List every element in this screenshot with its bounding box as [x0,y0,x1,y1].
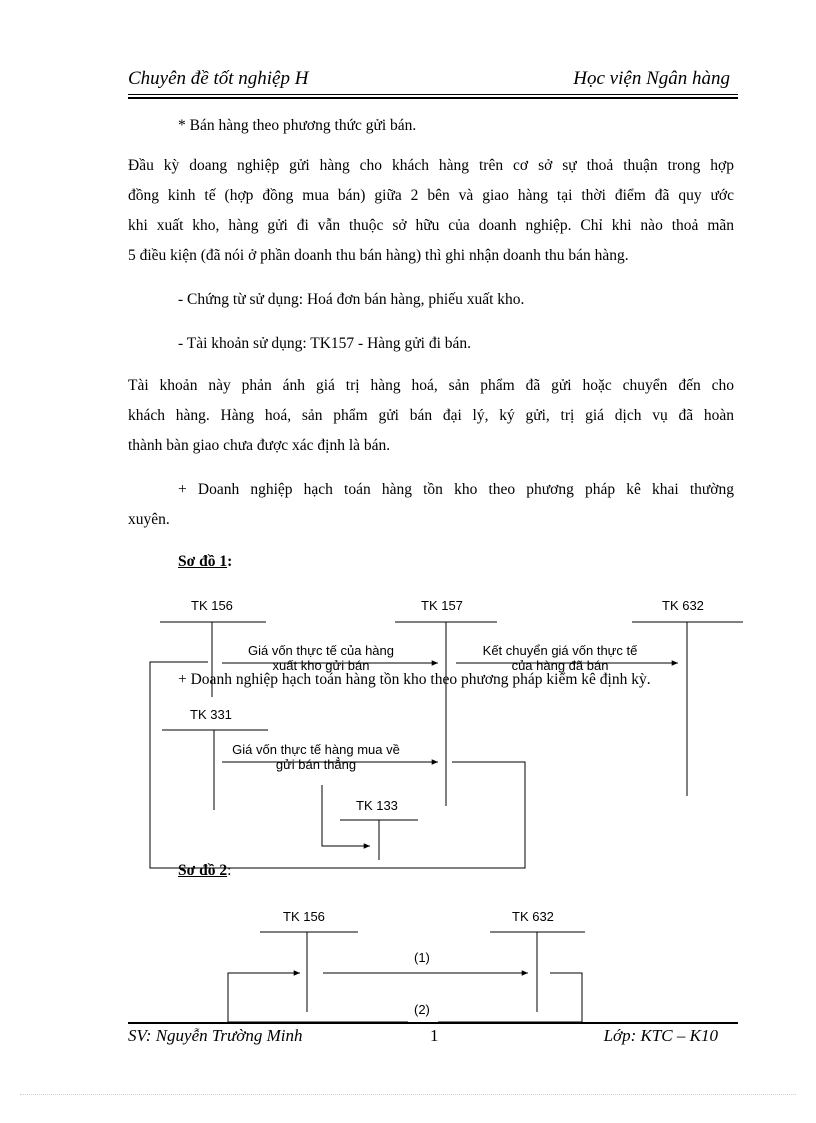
para1-line4: 5 điều kiện (đã nói ở phần doanh thu bán hàng) thì ghi nhận doanh thu bán hàng. [128,247,629,264]
diagram2-title: Sơ đồ 2 [178,862,228,879]
para1-line3: khi xuất kho, hàng gửi đi vẫn thuộc sở hữu của doanh nghiệp. Chỉ khi nào thoả mãn [128,217,734,234]
para2-line2: khách hàng. Hàng hoá, sản phẩm gửi bán đại lý, ký gửi, trị giá dịch vụ đã hoàn [128,407,734,424]
d1-tk632-label: TK 632 [662,598,704,613]
d1-tk331-label: TK 331 [190,707,232,722]
d1-arrow2-line1: Kết chuyển giá vốn thực tế [482,643,638,658]
d2-tk156-label: TK 156 [283,909,325,924]
heading-consignment: * Bán hàng theo phương thức gửi bán. [178,117,417,134]
d2-tk632-label: TK 632 [512,909,554,924]
d1-arrow2-line2: của hàng đã bán [511,658,609,673]
d2-label-1: (1) [414,950,430,965]
item-documents: - Chứng từ sử dụng: Hoá đơn bán hàng, phiếu xuất kho. [178,291,525,308]
para4-periodic: + Doanh nghiệp hạch toán hàng tồn kho theo phương pháp kiểm kê định kỳ. [178,671,651,688]
item-account: - Tài khoản sử dụng: TK157 - Hàng gửi đi bán. [178,335,472,352]
footer-left: SV: Nguyễn Trường Minh [128,1026,303,1045]
d1-tk157-label: TK 157 [421,598,463,613]
d1-tk156-label: TK 156 [191,598,233,613]
d1-tk133-label: TK 133 [356,798,398,813]
para2-line3: thành bàn giao chưa được xác định là bán. [128,437,391,454]
d1-arrow1-line2: xuất kho gửi bán [272,658,370,673]
d1-arrow3-line2: gửi bán thẳng [275,757,357,772]
para3-line2: xuyên. [128,511,170,528]
footer-right: Lớp: KTC – K10 [603,1026,718,1045]
para3-line1: + Doanh nghiệp hạch toán hàng tồn kho theo phương pháp kê khai thường [178,481,734,498]
diagram1-title-colon: : [227,553,233,570]
para1-line2: đồng kinh tế (hợp đồng mua bán) giữa 2 bên và giao hàng tại thời điểm đã quy ước [128,187,734,204]
para1-line1: Đầu kỳ doang nghiệp gửi hàng cho khách hàng trên cơ sở sự thoả thuận trong hợp [128,157,734,174]
footer-page-number: 1 [430,1026,439,1045]
header-left: Chuyên đề tốt nghiệp H [128,68,309,89]
d2-label-2: (2) [414,1002,430,1017]
para2-line1: Tài khoản này phản ánh giá trị hàng hoá, sản phẩm đã gửi hoặc chuyển đến cho [128,377,734,394]
diagram2-title-colon: : [227,862,232,879]
d1-arrow1-line1: Giá vốn thực tế của hàng [247,643,394,658]
page-bottom-border [20,1094,796,1095]
d1-arrow3-line1: Giá vốn thực tế hàng mua về [232,742,400,757]
footer-rule [128,1022,738,1024]
diagram1-title: Sơ đồ 1 [178,553,228,570]
header-right: Học viện Ngân hàng [573,68,730,89]
